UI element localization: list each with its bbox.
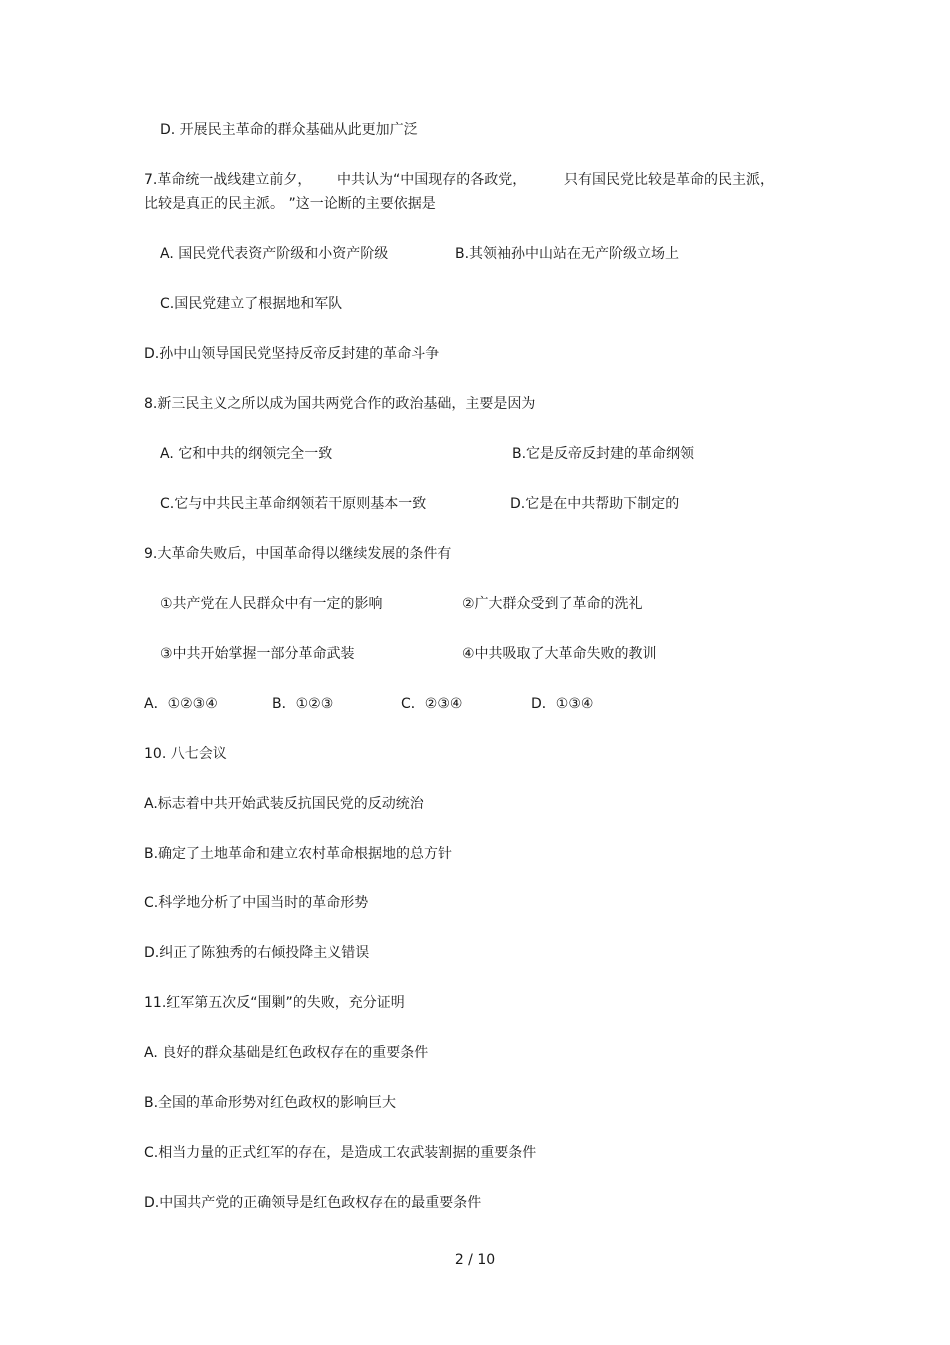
q9-item-4: ④中共吸取了大革命失败的教训 [462, 646, 657, 662]
q7-stem-line1-part2: 中共认为“中国现存的各政党， [337, 172, 527, 188]
page-number: 2 / 10 [454, 1252, 496, 1268]
q9-stem: 9.大革命失败后，中国革命得以继续发展的条件有 [144, 546, 452, 562]
q7-stem-line1-part1: 7.革命统一战线建立前夕， [144, 172, 312, 188]
q9-item-3: ③中共开始掌握一部分革命武装 [160, 646, 355, 662]
q8-stem: 8.新三民主义之所以成为国共两党合作的政治基础，主要是因为 [144, 396, 536, 412]
q7-option-c: C.国民党建立了根据地和军队 [160, 296, 343, 312]
q9-option-c: C．②③④ [401, 696, 463, 712]
q11-option-d: D.中国共产党的正确领导是红色政权存在的最重要条件 [144, 1195, 482, 1211]
q7-stem-line2: 比较是真正的民主派。 ”这一论断的主要依据是 [144, 196, 436, 212]
q7-option-a: A. 国民党代表资产阶级和小资产阶级 [160, 246, 389, 262]
q10-option-a: A.标志着中共开始武装反抗国民党的反动统治 [144, 796, 424, 812]
q10-option-b: B.确定了土地革命和建立农村革命根据地的总方针 [144, 846, 453, 862]
q9-item-2: ②广大群众受到了革命的洗礼 [462, 596, 643, 612]
q10-option-d: D.纠正了陈独秀的右倾投降主义错误 [144, 945, 370, 961]
q7-stem-line1-part3: 只有国民党比较是革命的民主派， [564, 172, 774, 188]
q11-option-b: B.全国的革命形势对红色政权的影响巨大 [144, 1095, 397, 1111]
q10-option-c: C.科学地分析了中国当时的革命形势 [144, 895, 369, 911]
q9-item-1: ①共产党在人民群众中有一定的影响 [160, 596, 383, 612]
q8-option-a: A. 它和中共的纲领完全一致 [160, 446, 333, 462]
q8-option-c: C.它与中共民主革命纲领若干原则基本一致 [160, 496, 427, 512]
q7-option-d: D.孙中山领导国民党坚持反帝反封建的革命斗争 [144, 346, 440, 362]
q9-option-b: B．①②③ [272, 696, 334, 712]
q7-option-b: B.其领袖孙中山站在无产阶级立场上 [455, 246, 680, 262]
q11-stem: 11.红军第五次反“围剿”的失败，充分证明 [144, 995, 405, 1011]
q9-option-d: D．①③④ [531, 696, 594, 712]
q8-option-b: B.它是反帝反封建的革命纲领 [512, 446, 695, 462]
q9-option-a: A．①②③④ [144, 696, 218, 712]
q11-option-a: A. 良好的群众基础是红色政权存在的重要条件 [144, 1045, 429, 1061]
q8-option-d: D.它是在中共帮助下制定的 [510, 496, 680, 512]
q11-option-c: C.相当力量的正式红军的存在，是造成工农武装割据的重要条件 [144, 1145, 537, 1161]
q10-stem: 10. 八七会议 [144, 746, 227, 762]
q6-option-d: D. 开展民主革命的群众基础从此更加广泛 [160, 122, 418, 138]
